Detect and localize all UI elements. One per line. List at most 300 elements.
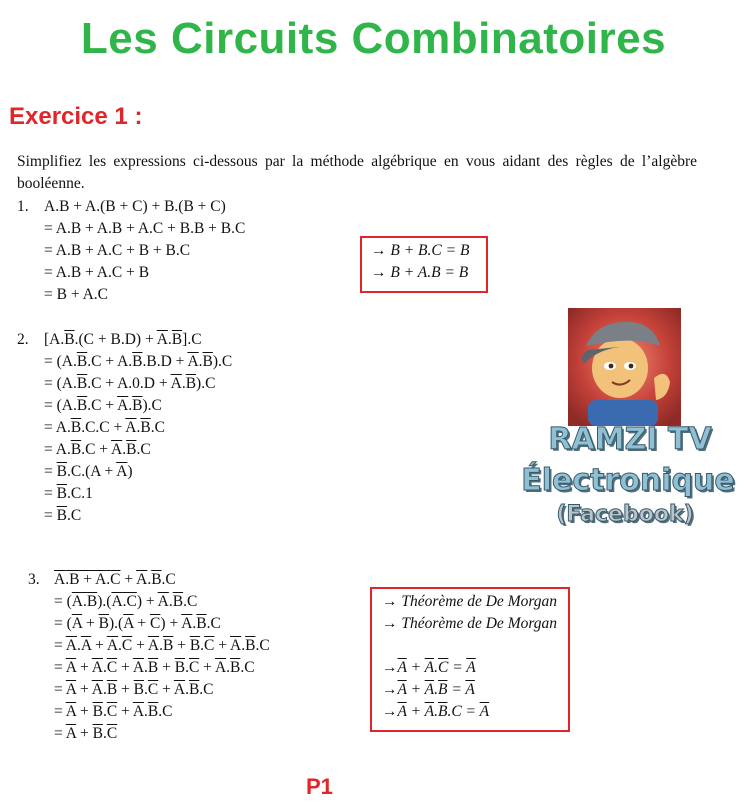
t: . — [65, 571, 70, 588]
t: $\overline{A}$ — [397, 703, 407, 720]
t: $\overline{A}$ — [91, 659, 103, 676]
t: $\overline{A}$ — [106, 637, 119, 654]
t: $\overline{B}$ — [230, 659, 241, 676]
t: $\overline{B}$ — [147, 659, 159, 676]
t: C — [451, 703, 462, 720]
t: C — [154, 419, 165, 436]
t: . — [66, 485, 71, 502]
ex3-line-2 — [54, 592, 197, 612]
t: + — [158, 681, 174, 698]
t: = — [44, 419, 56, 436]
t: ( — [56, 353, 62, 370]
ex2-line-8 — [44, 484, 93, 504]
t: . — [66, 463, 71, 480]
t: . — [181, 375, 186, 392]
t: + — [76, 703, 93, 720]
t: = — [44, 375, 57, 392]
t: $\overline{A}$ — [71, 615, 83, 632]
t: = — [54, 681, 66, 698]
t: . — [118, 637, 122, 654]
t: $\overline{A}$ — [116, 463, 128, 480]
t: . — [159, 637, 163, 654]
t: ( — [56, 375, 62, 392]
t: $\overline{B}$ — [437, 703, 448, 720]
t: + — [132, 637, 148, 654]
ex3-line-3 — [54, 614, 221, 634]
t: ) — [97, 593, 103, 610]
t: $\overline{B}$ — [98, 615, 109, 632]
ex3-number: 3. — [28, 571, 40, 588]
t: . — [95, 419, 100, 436]
t: A — [61, 397, 73, 414]
ex2-line-6 — [44, 440, 151, 460]
t: $\overline{A}$ — [65, 725, 77, 742]
t: $\overline{A}$ — [170, 375, 182, 392]
t: . — [241, 637, 246, 654]
t: ) — [142, 397, 148, 414]
ex3-rule-1: → Théorème de De Morgan — [382, 593, 558, 610]
t: . — [122, 593, 127, 610]
t: C — [210, 615, 221, 632]
t: . — [87, 375, 92, 392]
t: . — [168, 593, 173, 610]
t: $\overline{B}$ — [56, 485, 67, 502]
t: $\overline{B}$ — [162, 637, 174, 654]
ex2-line-4 — [44, 396, 162, 416]
ex2-line-7 — [44, 462, 133, 482]
t: . — [199, 681, 204, 698]
ex1-line-3: = A.B + A.C + B + B.C — [44, 242, 191, 259]
t: = — [54, 659, 66, 676]
t: . — [76, 637, 81, 654]
t: C — [85, 419, 96, 436]
t: = — [448, 659, 467, 676]
t: → — [382, 703, 398, 720]
t: C — [221, 353, 233, 370]
t: ( — [78, 331, 84, 348]
t: . — [60, 331, 65, 348]
t: + — [117, 703, 133, 720]
t: . — [255, 637, 260, 654]
t: $\overline{B}$ — [56, 507, 67, 524]
t: . — [73, 397, 77, 414]
t: $\overline{A}$ — [424, 703, 435, 720]
t: . — [74, 331, 79, 348]
ex1-line-1: A.B + A.(B + C) + B.(B + C) — [44, 198, 226, 215]
ex3-line-5 — [54, 658, 255, 678]
t: ) — [127, 463, 133, 480]
t: . — [192, 615, 197, 632]
t: C — [91, 397, 102, 414]
t: + — [133, 615, 151, 632]
t: $\overline{B}$ — [76, 353, 88, 370]
t — [54, 571, 120, 588]
t: = — [54, 703, 66, 720]
t: C — [83, 331, 94, 348]
ex1-number: 1. — [17, 198, 29, 215]
t: D — [143, 375, 155, 392]
t: B — [146, 353, 157, 370]
t: . — [434, 681, 438, 698]
t: C — [186, 593, 198, 610]
t: $\overline{A}$ — [117, 397, 129, 414]
t: ) — [136, 593, 143, 610]
t: . — [139, 375, 144, 392]
t: C — [70, 507, 82, 524]
t: . — [240, 659, 245, 676]
t: C — [165, 571, 176, 588]
t: + — [95, 441, 112, 458]
t: ) — [196, 375, 202, 392]
ex3-rule-5 — [382, 702, 489, 722]
ex3-line-1 — [54, 570, 176, 590]
t: ( — [106, 593, 112, 610]
t: $\overline{B}$ — [70, 441, 82, 458]
t: C — [205, 375, 216, 392]
t: + — [93, 331, 111, 348]
t: C — [244, 659, 255, 676]
t: C — [110, 571, 121, 588]
t: = — [54, 593, 67, 610]
t: C — [85, 441, 96, 458]
t: ( — [85, 463, 91, 480]
t: $\overline{A}$ — [65, 659, 77, 676]
t: $\overline{B}$ — [92, 725, 103, 742]
t: $\overline{B}$ — [76, 375, 88, 392]
t: . — [206, 615, 211, 632]
t: . — [102, 681, 107, 698]
t: B — [110, 331, 121, 348]
t: A — [71, 593, 83, 610]
t: $\overline{A}$ — [465, 681, 475, 698]
t: + — [101, 353, 118, 370]
t: = — [44, 507, 57, 524]
t: $\overline{A}$ — [173, 681, 186, 698]
t: $\overline{B}$ — [132, 397, 143, 414]
t: + — [82, 615, 99, 632]
t: = — [44, 485, 57, 502]
ex3-line-4 — [54, 636, 270, 656]
ex2-line-5 — [44, 418, 165, 438]
t: $\overline{C}$ — [106, 703, 118, 720]
ex1-line-4: = A.B + A.C + B — [44, 264, 150, 281]
instructions-paragraph: Simplifiez les expressions ci-dessous par la méthode algébrique en vous aidant des règles de l’algèbre booléenne. — [17, 153, 697, 192]
t: $\overline{A}$ — [479, 703, 490, 720]
t: $\overline{A}$ — [65, 681, 77, 698]
t: + — [142, 593, 158, 610]
logo-text-line-3: (Facebook) — [556, 502, 694, 527]
page-number: P1 — [306, 774, 333, 799]
t: + — [165, 615, 182, 632]
t: $\overline{A}$ — [132, 703, 145, 720]
t: $\overline{A}$ — [111, 441, 123, 458]
page-title: Les Circuits Combinatoires — [80, 14, 667, 63]
t: + — [100, 463, 117, 480]
t: A — [95, 571, 107, 588]
t: . — [218, 353, 222, 370]
t: $\overline{B}$ — [171, 331, 183, 348]
t: $\overline{C}$ — [121, 637, 133, 654]
ex2-line-3 — [44, 374, 215, 394]
t: $\overline{A}$ — [156, 331, 168, 348]
t: $\overline{B}$ — [106, 681, 118, 698]
t: C — [151, 397, 162, 414]
t: . — [201, 375, 206, 392]
t: $\overline{A}$ — [466, 659, 476, 676]
t: + — [76, 725, 93, 742]
t: = — [447, 681, 466, 698]
ex3-line-7 — [54, 702, 172, 722]
t: $\overline{A}$ — [397, 681, 407, 698]
t: $\overline{B}$ — [202, 353, 213, 370]
t: ) — [212, 353, 219, 370]
t: . — [434, 703, 438, 720]
t: . — [147, 571, 152, 588]
t: . — [150, 419, 155, 436]
t: + — [109, 419, 126, 436]
t: = — [44, 397, 57, 414]
t: ( — [66, 615, 72, 632]
t: $\overline{B}$ — [147, 703, 159, 720]
t: . — [128, 353, 133, 370]
t: . — [81, 463, 86, 480]
ex1-rule-1: → B + B.C = B — [371, 242, 470, 259]
t: B — [69, 571, 80, 588]
t: . — [66, 441, 71, 458]
t: C — [91, 353, 102, 370]
ex1-rule-2: → B + A.B = B — [371, 264, 469, 281]
t: . — [147, 397, 152, 414]
t: . — [102, 725, 107, 742]
t: $\overline{A}$ — [136, 571, 148, 588]
t: . — [156, 353, 161, 370]
t: $\overline{B}$ — [56, 463, 67, 480]
t: = — [54, 637, 66, 654]
t: $\overline{B}$ — [126, 441, 137, 458]
t: + — [79, 571, 96, 588]
t: $\overline{C}$ — [106, 725, 118, 742]
ex1-line-2: = A.B + A.B + A.C + B.B + B.C — [44, 220, 246, 237]
ex3-line-6 — [54, 680, 214, 700]
t: C — [203, 681, 214, 698]
t: . — [144, 681, 148, 698]
t: C — [91, 375, 102, 392]
t: A — [61, 375, 73, 392]
t: $\overline{B}$ — [189, 637, 201, 654]
t: $\overline{A}$ — [125, 419, 137, 436]
t: . — [120, 331, 125, 348]
t: + — [120, 571, 137, 588]
t: ( — [66, 593, 72, 610]
t: $\overline{B}$ — [188, 681, 200, 698]
t: . — [128, 375, 133, 392]
t: . — [102, 703, 107, 720]
t: $\overline{B}$ — [132, 353, 143, 370]
t: + — [173, 637, 190, 654]
t: [ — [44, 331, 50, 348]
t: + — [154, 375, 171, 392]
t: + — [91, 637, 107, 654]
ex3-rule-4 — [382, 680, 475, 700]
t: + — [214, 637, 231, 654]
t: . — [447, 703, 452, 720]
t: C — [140, 441, 151, 458]
t: $\overline{A}$ — [181, 615, 193, 632]
t: + — [101, 397, 118, 414]
t: $\overline{A}$ — [214, 659, 227, 676]
t: $\overline{A}$ — [65, 703, 77, 720]
t: 0 — [132, 375, 140, 392]
t: + — [101, 375, 118, 392]
t: + — [171, 353, 188, 370]
t: = — [54, 725, 66, 742]
t: ( — [118, 615, 124, 632]
t: = — [54, 615, 67, 632]
t: $\overline{A}$ — [80, 637, 92, 654]
t: = — [461, 703, 480, 720]
t: $\overline{A}$ — [397, 659, 407, 676]
t: A — [111, 593, 123, 610]
t: . — [226, 659, 231, 676]
t: . — [87, 353, 92, 370]
t: . — [73, 375, 77, 392]
t: $\overline{C}$ — [437, 659, 449, 676]
t: . — [144, 703, 148, 720]
t: A — [117, 353, 129, 370]
t: $\overline{B}$ — [70, 419, 82, 436]
ex3-rule-3 — [382, 658, 476, 678]
t: . — [106, 571, 111, 588]
t: . — [102, 593, 107, 610]
t: 1 — [85, 485, 93, 502]
t: $\overline{A}$ — [123, 615, 134, 632]
t: . — [144, 659, 148, 676]
t: . — [102, 659, 107, 676]
t: $\overline{A}$ — [424, 659, 435, 676]
t: + — [406, 681, 425, 698]
t: . — [128, 397, 133, 414]
t: $\overline{B}$ — [437, 681, 448, 698]
t: $\overline{B}$ — [76, 397, 88, 414]
t: $\overline{A}$ — [132, 659, 145, 676]
t: . — [66, 507, 71, 524]
t: $\overline{B}$ — [185, 375, 197, 392]
t: . — [187, 331, 192, 348]
t: $\overline{A}$ — [230, 637, 242, 654]
t: $\overline{B}$ — [151, 571, 162, 588]
t: . — [87, 397, 92, 414]
t: $\overline{B}$ — [133, 681, 145, 698]
t: + — [158, 659, 175, 676]
t: . — [66, 419, 71, 436]
t: . — [142, 353, 147, 370]
t: ) — [160, 615, 166, 632]
t: ] — [182, 331, 188, 348]
t: + — [76, 681, 92, 698]
ex2-line-2 — [44, 352, 232, 372]
t: A — [61, 353, 73, 370]
t: $\overline{B}$ — [196, 615, 207, 632]
t: $\overline{A}$ — [424, 681, 435, 698]
t — [72, 593, 97, 610]
t: A — [54, 571, 66, 588]
t: + — [117, 681, 134, 698]
t: + — [141, 331, 157, 348]
t: ( — [56, 397, 62, 414]
t: $\overline{B}$ — [92, 703, 103, 720]
t: + — [406, 659, 425, 676]
t: + — [117, 659, 133, 676]
t: A — [55, 441, 67, 458]
t: ) — [135, 331, 142, 348]
t: . — [167, 331, 172, 348]
t: C — [191, 331, 202, 348]
t: . — [73, 353, 77, 370]
t: $\overline{B}$ — [245, 637, 256, 654]
t: . — [200, 637, 205, 654]
t: $\overline{C}$ — [150, 615, 161, 632]
t: A — [117, 375, 129, 392]
t: . — [81, 485, 86, 502]
t: → — [382, 659, 398, 676]
t: C — [259, 637, 270, 654]
t: . — [81, 419, 86, 436]
t: . — [136, 441, 141, 458]
t: = — [44, 441, 56, 458]
channel-avatar — [568, 308, 681, 426]
t: $\overline{B}$ — [64, 331, 75, 348]
t: $\overline{C}$ — [204, 637, 215, 654]
t: D — [160, 353, 172, 370]
t: ) — [108, 615, 115, 632]
ex3-rule-2: → Théorème de De Morgan — [382, 615, 558, 632]
t: $\overline{C}$ — [147, 681, 159, 698]
t: + — [406, 703, 425, 720]
t: $\overline{B}$ — [172, 593, 184, 610]
logo-text-line-2: Électronique — [521, 463, 735, 498]
logo-text-line-1: RAMZI TV — [548, 422, 712, 457]
t: C — [126, 593, 137, 610]
t: . — [136, 419, 141, 436]
t: C — [99, 419, 110, 436]
t: $\overline{A}$ — [65, 637, 77, 654]
t: . — [114, 615, 119, 632]
ex2-line-1 — [44, 330, 202, 350]
t: = — [44, 353, 57, 370]
t: . — [198, 353, 203, 370]
t: . — [183, 593, 187, 610]
t: . — [81, 441, 86, 458]
t: + — [199, 659, 215, 676]
t: D — [124, 331, 136, 348]
t: B — [86, 593, 98, 610]
t: $\overline{C}$ — [188, 659, 200, 676]
t: $\overline{B}$ — [140, 419, 151, 436]
t: . — [83, 593, 87, 610]
t: → — [382, 681, 398, 698]
t: A — [55, 419, 67, 436]
ex2-number: 2. — [17, 331, 29, 348]
t — [111, 593, 136, 610]
t: = — [44, 463, 57, 480]
t: A — [90, 463, 101, 480]
t: $\overline{A}$ — [187, 353, 199, 370]
t: C — [162, 703, 173, 720]
t: $\overline{B}$ — [174, 659, 186, 676]
t: + — [76, 659, 92, 676]
ex3-line-8 — [54, 724, 117, 744]
t: $\overline{A}$ — [91, 681, 103, 698]
